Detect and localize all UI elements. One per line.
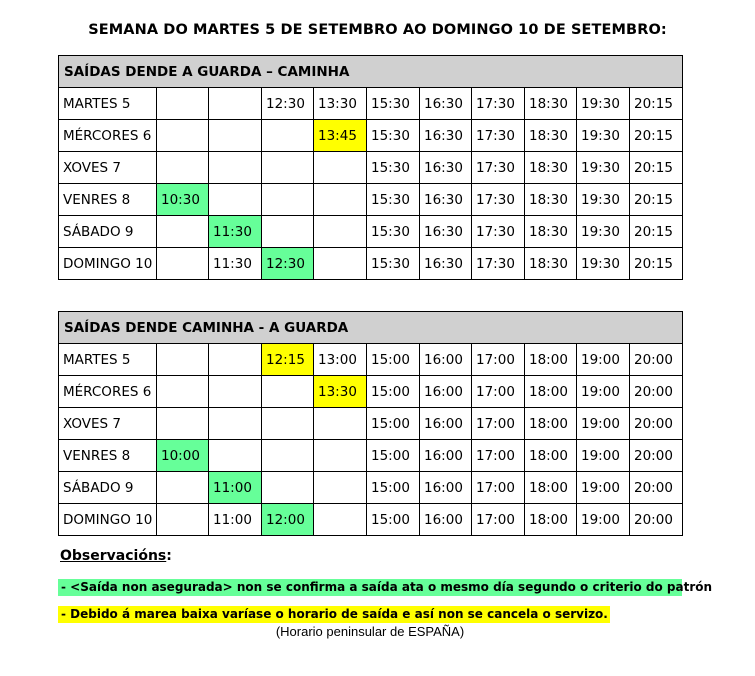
empty-cell (262, 472, 314, 504)
departure-time-cell: 18:30 (525, 88, 577, 120)
empty-cell (157, 344, 209, 376)
departure-time-cell: 18:00 (525, 408, 577, 440)
observations-colon: : (166, 548, 172, 564)
departure-time-cell: 15:00 (367, 408, 420, 440)
departure-time-cell: 16:30 (420, 248, 472, 280)
empty-cell (314, 504, 367, 536)
departure-time-cell: 19:30 (577, 184, 630, 216)
day-cell: VENRES 8 (59, 184, 157, 216)
table-header: SAÍDAS DENDE A GUARDA – CAMINHA (59, 56, 683, 88)
departure-time-cell: 20:15 (630, 248, 683, 280)
departure-time-cell: 13:45 (314, 120, 367, 152)
empty-cell (209, 152, 262, 184)
empty-cell (209, 88, 262, 120)
empty-cell (262, 216, 314, 248)
departure-time-cell: 17:30 (472, 88, 525, 120)
departure-time-cell: 20:00 (630, 440, 683, 472)
note-unconfirmed-departure: - <Saída non asegurada> non se confirma a saída ata o mesmo día segundo o criterio do patrón (58, 579, 682, 596)
departure-time-cell: 11:30 (209, 216, 262, 248)
departure-time-cell: 18:00 (525, 344, 577, 376)
departure-time-cell: 17:00 (472, 376, 525, 408)
departure-time-cell: 17:00 (472, 472, 525, 504)
departure-time-cell: 15:30 (367, 248, 420, 280)
empty-cell (209, 184, 262, 216)
departure-time-cell: 10:00 (157, 440, 209, 472)
departure-time-cell: 15:30 (367, 184, 420, 216)
day-cell: DOMINGO 10 (59, 248, 157, 280)
departure-time-cell: 17:00 (472, 440, 525, 472)
day-cell: VENRES 8 (59, 440, 157, 472)
observations-title-text: Observacións (60, 548, 167, 564)
departure-time-cell: 19:00 (577, 504, 630, 536)
departure-time-cell: 16:30 (420, 120, 472, 152)
schedule-table-caminha-guarda (58, 311, 683, 536)
departure-time-cell: 15:30 (367, 88, 420, 120)
empty-cell (262, 440, 314, 472)
empty-cell (262, 184, 314, 216)
table-row (59, 408, 683, 440)
departure-time-cell: 16:00 (420, 344, 472, 376)
departure-time-cell: 15:00 (367, 440, 420, 472)
table-row (59, 376, 683, 408)
table-row (59, 184, 683, 216)
departure-time-cell: 13:30 (314, 88, 367, 120)
departure-time-cell: 19:30 (577, 152, 630, 184)
departure-time-cell: 17:30 (472, 120, 525, 152)
empty-cell (209, 408, 262, 440)
empty-cell (314, 184, 367, 216)
day-cell: DOMINGO 10 (59, 504, 157, 536)
day-cell: SÁBADO 9 (59, 216, 157, 248)
empty-cell (262, 152, 314, 184)
departure-time-cell: 16:30 (420, 152, 472, 184)
departure-time-cell: 19:00 (577, 440, 630, 472)
table-header-row (59, 312, 683, 344)
departure-time-cell: 12:30 (262, 88, 314, 120)
observations-title (60, 548, 172, 564)
departure-time-cell: 19:00 (577, 344, 630, 376)
table-header: SAÍDAS DENDE CAMINHA - A GUARDA (59, 312, 683, 344)
departure-time-cell: 20:15 (630, 152, 683, 184)
departure-time-cell: 15:30 (367, 120, 420, 152)
day-cell: MÉRCORES 6 (59, 376, 157, 408)
schedule-table-guarda-caminha (58, 55, 683, 280)
day-cell: MARTES 5 (59, 88, 157, 120)
table-header-row (59, 56, 683, 88)
departure-time-cell: 15:00 (367, 376, 420, 408)
empty-cell (314, 248, 367, 280)
departure-time-cell: 18:00 (525, 504, 577, 536)
departure-time-cell: 16:00 (420, 408, 472, 440)
empty-cell (157, 120, 209, 152)
empty-cell (314, 152, 367, 184)
table-row (59, 152, 683, 184)
departure-time-cell: 20:00 (630, 408, 683, 440)
day-cell: XOVES 7 (59, 152, 157, 184)
departure-time-cell: 17:30 (472, 248, 525, 280)
departure-time-cell: 20:15 (630, 184, 683, 216)
departure-time-cell: 17:00 (472, 504, 525, 536)
empty-cell (157, 472, 209, 504)
departure-time-cell: 17:00 (472, 408, 525, 440)
departure-time-cell: 11:30 (209, 248, 262, 280)
departure-time-cell: 18:00 (525, 440, 577, 472)
departure-time-cell: 20:15 (630, 120, 683, 152)
departure-time-cell: 12:15 (262, 344, 314, 376)
table-row (59, 248, 683, 280)
departure-time-cell: 19:00 (577, 408, 630, 440)
empty-cell (314, 216, 367, 248)
departure-time-cell: 19:00 (577, 376, 630, 408)
empty-cell (157, 408, 209, 440)
departure-time-cell: 15:30 (367, 216, 420, 248)
departure-time-cell: 13:00 (314, 344, 367, 376)
empty-cell (157, 248, 209, 280)
departure-time-cell: 19:30 (577, 120, 630, 152)
departure-time-cell: 16:00 (420, 440, 472, 472)
empty-cell (157, 504, 209, 536)
departure-time-cell: 18:30 (525, 216, 577, 248)
departure-time-cell: 20:15 (630, 88, 683, 120)
departure-time-cell: 18:30 (525, 248, 577, 280)
departure-time-cell: 15:00 (367, 472, 420, 504)
empty-cell (209, 344, 262, 376)
table-row (59, 472, 683, 504)
departure-time-cell: 20:00 (630, 504, 683, 536)
departure-time-cell: 18:00 (525, 376, 577, 408)
empty-cell (262, 408, 314, 440)
departure-time-cell: 17:30 (472, 184, 525, 216)
empty-cell (209, 440, 262, 472)
departure-time-cell: 11:00 (209, 472, 262, 504)
departure-time-cell: 15:30 (367, 152, 420, 184)
table-row (59, 344, 683, 376)
table-row (59, 88, 683, 120)
empty-cell (209, 376, 262, 408)
note-low-tide: - Debido á marea baixa varíase o horario de saída e así non se cancela o servizo. (58, 606, 610, 623)
empty-cell (314, 408, 367, 440)
departure-time-cell: 19:30 (577, 88, 630, 120)
departure-time-cell: 17:30 (472, 152, 525, 184)
departure-time-cell: 11:00 (209, 504, 262, 536)
departure-time-cell: 12:00 (262, 504, 314, 536)
empty-cell (157, 216, 209, 248)
empty-cell (157, 88, 209, 120)
empty-cell (209, 120, 262, 152)
day-cell: MÉRCORES 6 (59, 120, 157, 152)
departure-time-cell: 10:30 (157, 184, 209, 216)
table-row (59, 440, 683, 472)
departure-time-cell: 16:00 (420, 376, 472, 408)
departure-time-cell: 17:00 (472, 344, 525, 376)
page-title: SEMANA DO MARTES 5 DE SETEMBRO AO DOMINGO 10 DE SETEMBRO: (88, 22, 667, 38)
departure-time-cell: 20:00 (630, 472, 683, 504)
departure-time-cell: 18:30 (525, 120, 577, 152)
day-cell: SÁBADO 9 (59, 472, 157, 504)
table-row (59, 120, 683, 152)
departure-time-cell: 19:30 (577, 216, 630, 248)
departure-time-cell: 20:00 (630, 376, 683, 408)
day-cell: XOVES 7 (59, 408, 157, 440)
departure-time-cell: 15:00 (367, 504, 420, 536)
departure-time-cell: 17:30 (472, 216, 525, 248)
empty-cell (157, 152, 209, 184)
table-row (59, 216, 683, 248)
departure-time-cell: 16:30 (420, 88, 472, 120)
departure-time-cell: 18:30 (525, 184, 577, 216)
departure-time-cell: 18:00 (525, 472, 577, 504)
day-cell: MARTES 5 (59, 344, 157, 376)
departure-time-cell: 19:00 (577, 472, 630, 504)
departure-time-cell: 16:00 (420, 504, 472, 536)
departure-time-cell: 18:30 (525, 152, 577, 184)
departure-time-cell: 16:30 (420, 184, 472, 216)
departure-time-cell: 13:30 (314, 376, 367, 408)
departure-time-cell: 19:30 (577, 248, 630, 280)
departure-time-cell: 16:30 (420, 216, 472, 248)
departure-time-cell: 20:15 (630, 216, 683, 248)
empty-cell (262, 120, 314, 152)
footer-note: (Horario peninsular de ESPAÑA) (275, 624, 465, 639)
empty-cell (314, 440, 367, 472)
departure-time-cell: 15:00 (367, 344, 420, 376)
departure-time-cell: 20:00 (630, 344, 683, 376)
departure-time-cell: 12:30 (262, 248, 314, 280)
empty-cell (157, 376, 209, 408)
empty-cell (314, 472, 367, 504)
departure-time-cell: 16:00 (420, 472, 472, 504)
table-row (59, 504, 683, 536)
empty-cell (262, 376, 314, 408)
